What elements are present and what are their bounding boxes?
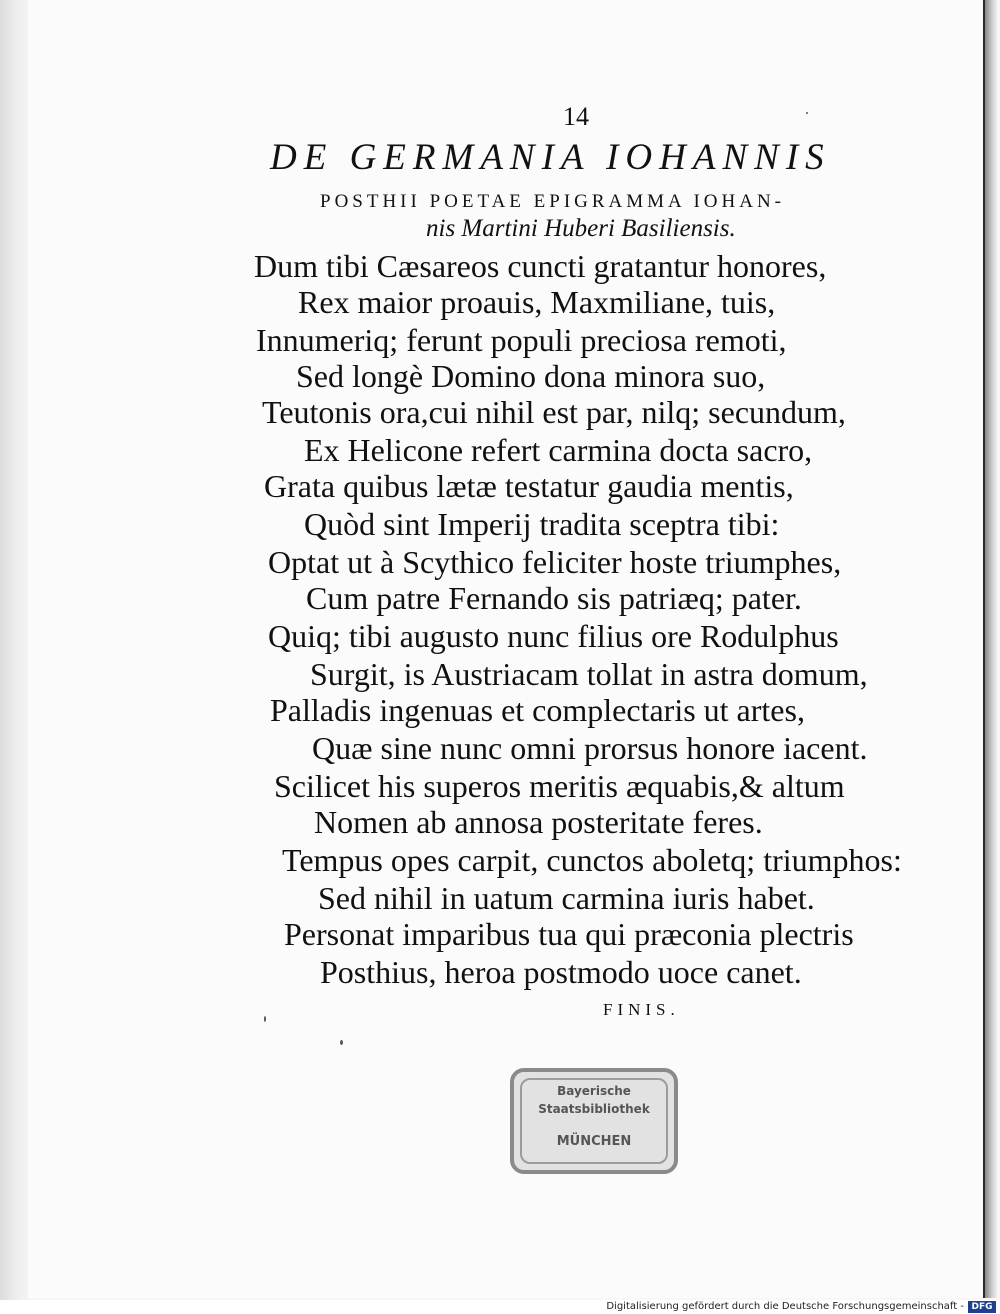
finis-mark: FINIS. xyxy=(603,1000,680,1019)
page-edge xyxy=(985,0,997,1298)
poem-line: Tempus opes carpit, cunctos aboletq; triumphos: xyxy=(282,842,902,878)
stamp-line-2: Staatsbibliothek xyxy=(538,1102,650,1116)
poem-line: Personat imparibus tua qui præconia plectris xyxy=(284,916,854,952)
page-number: 14 xyxy=(563,102,589,131)
poem-line: Ex Helicone refert carmina docta sacro, xyxy=(304,432,813,468)
ink-speck xyxy=(806,112,808,114)
stamp-line-3: MÜNCHEN xyxy=(556,1134,632,1149)
ink-speck xyxy=(340,1040,343,1045)
poem-line: Rex maior proauis, Maxmiliane, tuis, xyxy=(298,284,776,320)
poem-line: Sed longè Domino dona minora suo, xyxy=(296,358,766,394)
poem-line: Grata quibus lætæ testatur gaudia mentis, xyxy=(264,468,794,504)
ink-speck xyxy=(264,1016,266,1022)
poem-line: Sed nihil in uatum carmina iuris habet. xyxy=(318,880,815,916)
footer-credit: Digitalisierung gefördert durch die Deutsche Forschungsgemeinschaft - xyxy=(606,1301,964,1312)
poem-line: Quòd sint Imperij tradita sceptra tibi: xyxy=(304,506,780,542)
title-line-2: POSTHII POETAE EPIGRAMMA IOHAN- xyxy=(320,191,786,212)
book-page xyxy=(28,0,985,1298)
title-line-3: nis Martini Huberi Basiliensis. xyxy=(426,215,736,242)
dfg-logo: DFG xyxy=(968,1301,996,1313)
poem-line: Optat ut à Scythico feliciter hoste triumphes, xyxy=(268,544,842,580)
poem-line: Surgit, is Austriacam tollat in astra domum, xyxy=(310,656,868,692)
poem-line: Dum tibi Cæsareos cuncti gratantur honores, xyxy=(254,248,827,284)
poem-line: Innumeriq; ferunt populi preciosa remoti, xyxy=(256,322,787,358)
poem-line: Teutonis ora,cui nihil est par, nilq; secundum, xyxy=(262,394,846,430)
poem-line: Cum patre Fernando sis patriæq; pater. xyxy=(306,580,802,616)
poem-line: Nomen ab annosa posteritate feres. xyxy=(314,804,763,840)
poem-line: Palladis ingenuas et complectaris ut artes, xyxy=(270,692,805,728)
stamp-line-1: Bayerische xyxy=(557,1084,631,1098)
library-stamp xyxy=(510,1068,678,1174)
poem-line: Quæ sine nunc omni prorsus honore iacent. xyxy=(312,730,868,766)
title-line-1: DE GERMANIA IOHANNIS xyxy=(270,137,831,178)
poem-line: Posthius, heroa postmodo uoce canet. xyxy=(320,954,802,990)
poem-line: Quiq; tibi augusto nunc filius ore Rodulphus xyxy=(268,618,839,654)
poem-line: Scilicet his superos meritis æquabis,& altum xyxy=(274,768,845,804)
book-spine xyxy=(0,0,30,1300)
